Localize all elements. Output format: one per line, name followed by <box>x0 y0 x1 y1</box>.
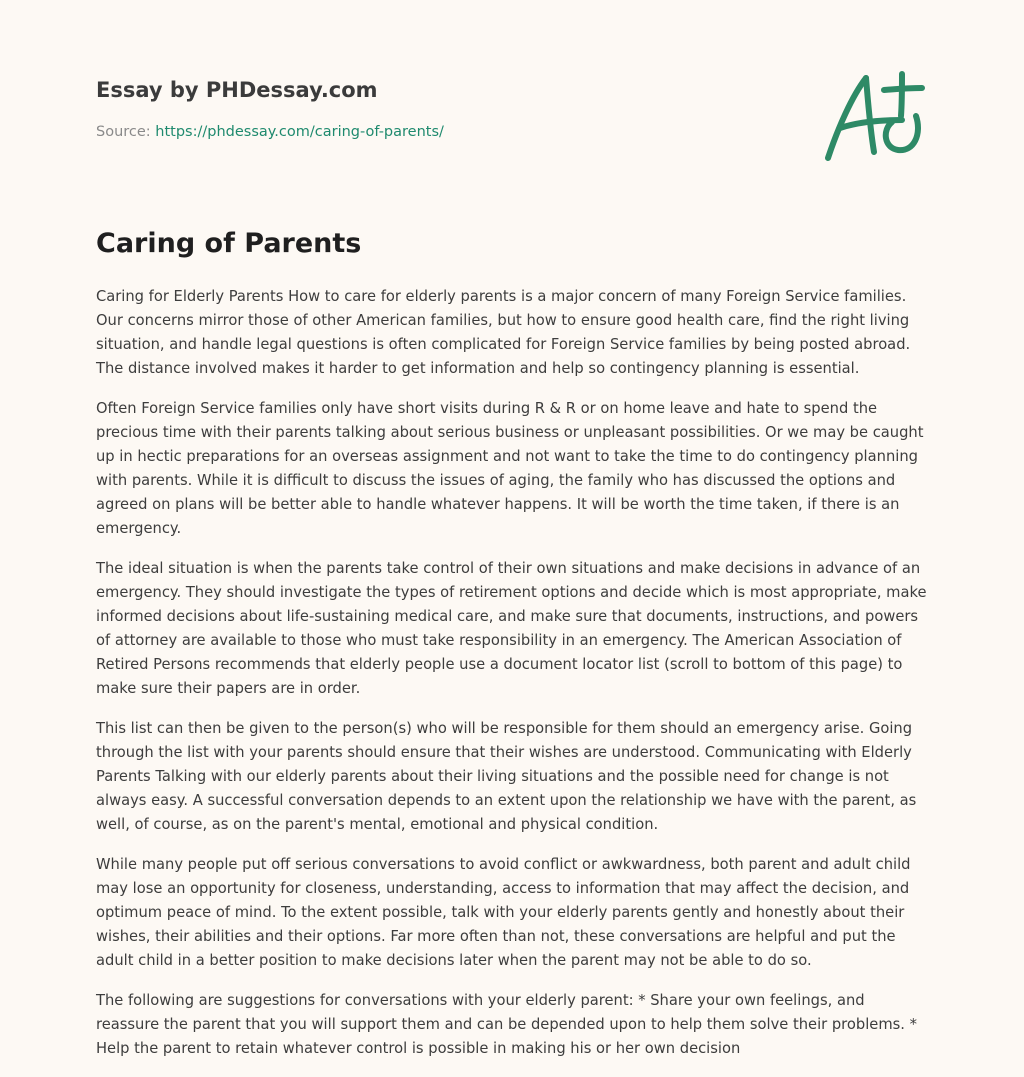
source-label: Source: <box>96 124 156 140</box>
essay-paragraph: The following are suggestions for conversations with your elderly parent: * Share your own feelings, and reassure the parent that you will support them and can be depended upon to help them solve their problems. * Help the parent to retain whatever control is possible in making his or her own decision <box>96 992 917 1057</box>
source-link[interactable]: https://phdessay.com/caring-of-parents/ <box>155 124 444 140</box>
essay-paragraph: Caring for Elderly Parents How to care for elderly parents is a major concern of many Foreign Service families. Our concerns mirror those of other American families, but how to ensure good health care, find the right living situation, and handle legal questions is often complicated for Foreign Service families by being posted abroad. The distance involved makes it harder to get information and help so contingency planning is essential. <box>96 288 911 377</box>
page-header <box>96 74 656 142</box>
essay-paragraph: This list can then be given to the person(s) who will be responsible for them should an emergency arise. Going through the list with your parents should ensure that their wishes are understood. Communicating with Elderly Parents Talking with our elderly parents about their living situations and the possible need for change is not always easy. A successful conversation depends to an extent upon the relationship we have with the parent, as well, of course, as on the parent's mental, emotional and physical condition. <box>96 720 917 833</box>
essay-title: Caring of Parents <box>96 228 362 259</box>
source-line <box>96 122 656 142</box>
essay-body <box>96 285 928 1077</box>
a-plus-grade-icon <box>818 66 930 166</box>
essay-paragraph: Often Foreign Service families only have short visits during R & R or on home leave and hate to spend the precious time with their parents talking about serious business or unpleasant possibilities. Or we may be caught up in hectic preparations for an overseas assignment and not want to take the time to do contingency planning with parents. While it is difficult to discuss the issues of aging, the family who has discussed the options and agreed on plans will be better able to handle whatever happens. It will be worth the time taken, if there is an emergency. <box>96 400 924 537</box>
essay-paragraph: The ideal situation is when the parents take control of their own situations and make decisions in advance of an emergency. They should investigate the types of retirement options and decide which is most appropriate, make informed decisions about life-sustaining medical care, and make sure that documents, instructions, and powers of attorney are available to those who must take responsibility in an emergency. The American Association of Retired Persons recommends that elderly people use a document locator list (scroll to bottom of this page) to make sure their papers are in order. <box>96 560 927 697</box>
essay-paragraph: While many people put off serious conversations to avoid conflict or awkwardness, both parent and adult child may lose an opportunity for closeness, understanding, access to information that may affect the decision, and optimum peace of mind. To the extent possible, talk with your elderly parents gently and honestly about their wishes, their abilities and their options. Far more often than not, these conversations are helpful and put the adult child in a better position to make decisions later when the parent may not be able to do so. <box>96 856 911 969</box>
site-brand: Essay by PHDessay.com <box>96 78 378 102</box>
